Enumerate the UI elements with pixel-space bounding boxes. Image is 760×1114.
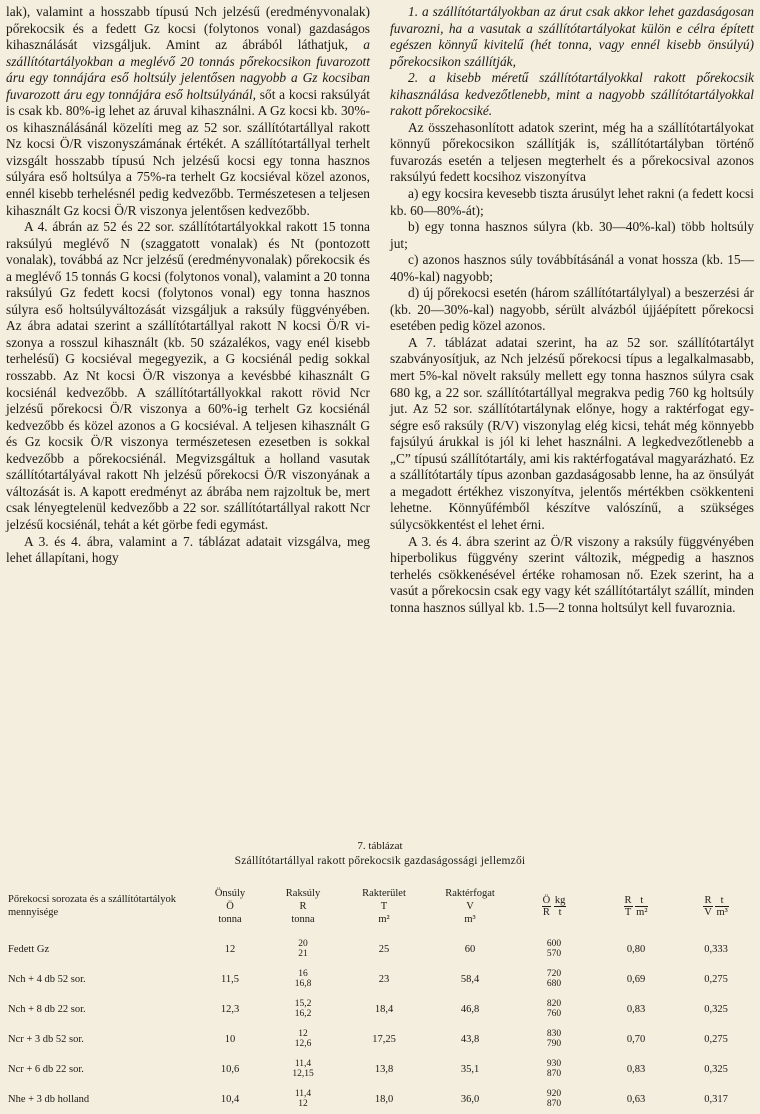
cell-rakterulet xyxy=(340,964,428,994)
raksuly-value-1: 20 xyxy=(298,938,308,949)
cell-raksuly xyxy=(266,934,340,964)
rakterulet-value: 23 xyxy=(378,973,390,985)
row-label: Ncr + 3 db 52 sor. xyxy=(8,1033,84,1045)
raksuly-value-1: 15,2 xyxy=(294,998,312,1009)
rakterulet-value: 18,0 xyxy=(374,1093,394,1105)
cell-raksuly xyxy=(266,1024,340,1054)
cell-onsuly xyxy=(194,934,266,964)
paragraph xyxy=(6,534,370,567)
cell-rakterfogat xyxy=(428,1024,512,1054)
paragraph xyxy=(390,70,754,120)
cell-rakterulet xyxy=(340,934,428,964)
cell-label xyxy=(4,994,194,1024)
cell-rt xyxy=(596,1024,676,1054)
text-segment: A 4. ábrán az 52 és 22 sor. szállítótartályokkal rakott 15 tonna raksúlyú meglévő N (szaggatott vonalak) és Nt (pontozott vonalak), továbbá az Ncr jelzésű (eredményvonalak) pőrekocsik és a meglévő 15 tonnás G kocsi (folytonos vonal), valamint a 20 tonna raksúlyú Gz fedett kocsi (folytonos vonal) egy tonna hasznos súlyra eső holtsúlyváltozását vizsgáljuk a raksúly függvényében. Az ábra adatai szerint a szállítótartállyal rakott N kocsi Ö/R viszonya a rosszul kihasznált (kb. 50 százalékos, vagy enél kisebb terhelésű) G kocsiéval megegyezik, a G kocsiénál pedig sokkal rosszabb. Az Nt kocsi Ö/R viszonya a kevésbbé kihasznált G kocsiénál kedvezőbb. A szállítótartállyokkal rakott rövid Ncr jelzésű pőrekocsi Ö/R viszonya a 60%-ig terhelt Gz kocsiénál kedvezőbb és közel azonos a G kocsiéval. A teljesen kihasznált G és Gz kocsik Ö/R viszonya természetesen ezesetben is sokkal kedvezőbb a pőrekocsiénál. Megvizsgáltuk a holland vasutak szállítótartályával rakott Nh jelzésű pőrekocsi Ö/R viszonyának a változását is. A kapott eredményt az ábrába nem rajzoltuk be, mert csak lényegtelenül kedvezőbb a 22 sor. szállítótartállyal rakott Ncr jelzésű kocsiénál, tehát a két görbe fedi egymást. xyxy=(6,219,370,532)
cell-onsuly xyxy=(194,1024,266,1054)
italic-text-segment: 1. a szállítótartályokban az árut csak akkor lehet gazdaságosan fuvarozni, ha a vasutak a szállítótartályokat külön e célra épített egészen könnyű kivitelű (hét tonna, vagy ennél kisebb önsúlyú) pőrekocsikon szállítják, xyxy=(390,4,754,69)
raksuly-value-2: 21 xyxy=(298,949,308,959)
table-header-row xyxy=(4,878,756,934)
cell-rakterfogat xyxy=(428,964,512,994)
cell-rakterfogat xyxy=(428,994,512,1024)
cell-rakterfogat xyxy=(428,1084,512,1114)
text-columns xyxy=(6,4,754,834)
raksuly-value-2: 12 xyxy=(298,1099,308,1109)
paragraph xyxy=(6,4,370,219)
text-segment: b) egy tonna hasznos súlyra (kb. 30—40%-kal) több holtsúly jut; xyxy=(390,219,754,251)
or-value-2: 870 xyxy=(546,1099,562,1109)
cell-rv xyxy=(676,994,756,1024)
cell-rv xyxy=(676,1024,756,1054)
cell-or xyxy=(512,994,596,1024)
rt-value: 0,83 xyxy=(626,1003,646,1015)
cell-rt xyxy=(596,994,676,1024)
cell-rakterulet xyxy=(340,1024,428,1054)
table-row xyxy=(4,964,756,994)
left-column xyxy=(6,4,370,834)
paragraph xyxy=(6,219,370,533)
italic-text-segment: a szállítótartályokban a meglévő 20 tonnás pőrekocsikon fuvarozott áru egy tonnájára eső holtsúly jelentősen nagyobb a Gz kocsiban fuvarozott áru egy tonnájára eső holtsúlyánál, xyxy=(6,37,370,102)
or-value-2: 680 xyxy=(546,979,562,989)
text-segment: d) új pőrekocsi esetén (három szállítótartálylyal) a beszerzési ár (kb. 20—30%-kal) nagyobb, sérült alvázból újjáépített pőrekocsi esetében pedig közel azonos. xyxy=(390,285,754,334)
onsuly-value: 10 xyxy=(224,1033,236,1045)
cell-or xyxy=(512,1084,596,1114)
cell-or xyxy=(512,934,596,964)
table-title: Szállítótartállyal rakott pőrekocsik gazdaságossági jellemzői xyxy=(234,855,526,867)
cell-rv xyxy=(676,934,756,964)
rakterfogat-value: 58,4 xyxy=(460,973,480,985)
rakterfogat-value: 46,8 xyxy=(460,1003,480,1015)
cell-or xyxy=(512,1024,596,1054)
paragraph xyxy=(390,252,754,285)
cell-rakterulet xyxy=(340,1084,428,1114)
cell-rakterulet xyxy=(340,994,428,1024)
paragraph xyxy=(390,534,754,617)
rakterulet-value: 17,25 xyxy=(372,1033,396,1045)
or-value-1: 720 xyxy=(546,968,562,979)
cell-or xyxy=(512,964,596,994)
rakterulet-value: 13,8 xyxy=(374,1063,394,1075)
or-value-1: 820 xyxy=(546,998,562,1009)
text-segment: A 3. és 4. ábra szerint az Ö/R viszony a raksúly függvényében hiperbolikus függvény szerint változik, mégpedig a hasznos terhelés csökkenésével értéke rohamosan nő. Ezek szerint, ha a vasút a pőrekocsin csak egy vagy két szállítótartályt szállít, minden tonna hasznos súllyal kb. 1.5—2 tonna holtsúlyt kell fuvaroznia. xyxy=(390,533,754,615)
cell-rv xyxy=(676,1054,756,1084)
onsuly-value: 12 xyxy=(224,943,236,955)
onsuly-value: 11,5 xyxy=(221,973,239,985)
or-value-2: 760 xyxy=(546,1009,562,1019)
raksuly-value-2: 16,2 xyxy=(294,1009,312,1019)
italic-text-segment: 2. a kisebb méretű szállítótartályokkal rakott pőrekocsik kihasználása kedvezőtlenebb, mint a nagyobb szállítótartályokkal rakott pőrekocsiké. xyxy=(390,70,754,119)
rakterfogat-value: 60 xyxy=(464,943,476,955)
cell-label xyxy=(4,934,194,964)
onsuly-value: 12,3 xyxy=(220,1003,240,1015)
table-row xyxy=(4,934,756,964)
rakterfogat-value: 35,1 xyxy=(460,1063,480,1075)
raksuly-value-2: 12,15 xyxy=(292,1069,314,1079)
cell-onsuly xyxy=(194,1084,266,1114)
cell-or xyxy=(512,1054,596,1084)
rv-value: 0,275 xyxy=(704,1033,728,1045)
cell-rakterfogat xyxy=(428,1054,512,1084)
table-row xyxy=(4,994,756,1024)
header-rakterfogat: Raktérfogat V m³ xyxy=(445,887,495,925)
raksuly-value-2: 16,8 xyxy=(294,979,312,989)
rt-value: 0,70 xyxy=(626,1033,646,1045)
text-segment: c) azonos hasznos súly továbbításánál a vonat hossza (kb. 15—40%-kal) nagyobb; xyxy=(390,252,754,284)
raksuly-value-1: 11,4 xyxy=(294,1058,312,1069)
rakterfogat-value: 36,0 xyxy=(460,1093,480,1105)
header-rt-ratio: $\frac{R}{T}$ $\frac{t}{\text{m²}}$ xyxy=(624,894,648,918)
cell-raksuly xyxy=(266,964,340,994)
header-label: Pőrekocsi sorozata és a szállítótartályok mennyisége xyxy=(8,894,176,918)
cell-raksuly xyxy=(266,1084,340,1114)
cell-onsuly xyxy=(194,994,266,1024)
cell-rv xyxy=(676,964,756,994)
cell-label xyxy=(4,964,194,994)
raksuly-value-1: 16 xyxy=(298,968,308,979)
right-column xyxy=(390,4,754,834)
table-row xyxy=(4,1024,756,1054)
rv-value: 0,317 xyxy=(704,1093,728,1105)
table-body xyxy=(4,934,756,1114)
rakterulet-value: 18,4 xyxy=(374,1003,394,1015)
rt-value: 0,80 xyxy=(626,943,646,955)
onsuly-value: 10,4 xyxy=(220,1093,240,1105)
rv-value: 0,333 xyxy=(704,943,728,955)
onsuly-value: 10,6 xyxy=(220,1063,240,1075)
raksuly-value-1: 12 xyxy=(298,1028,308,1039)
cell-rakterulet xyxy=(340,1054,428,1084)
header-rakterulet: Rakterület T m² xyxy=(362,887,406,925)
table-row xyxy=(4,1084,756,1114)
text-segment: sőt a kocsi raksúlyát is csak kb. 80%-ig lehet az áruval kihasználni. A Gz kocsi kb. 30%-os kihasználásánál közelíti meg az 52 sor. szállítótartállyal rakott Nz kocsi Ö/R viszonyszámának értékét. A szállítótartállyal terhelt vizsgált hosszabb típusú Nch jelzésű kocsi egy tonna hasznos súlyára eső holtsúlya a 75%-ra terhelt Gz kocsiéval közel azonos, ennél kisebb terhelésnél pedig kedvezőbb. Természetesen a teljesen kihasznált Gz kocsi Ö/R viszonya jelentősen kedvezőbb. xyxy=(6,86,370,218)
table-number: 7. táblázat xyxy=(357,840,403,852)
row-label: Nch + 8 db 22 sor. xyxy=(8,1003,86,1015)
row-label: Nch + 4 db 52 sor. xyxy=(8,973,86,985)
rv-value: 0,275 xyxy=(704,973,728,985)
row-label: Ncr + 6 db 22 sor. xyxy=(8,1063,84,1075)
paragraph xyxy=(390,335,754,534)
text-segment: A 3. és 4. ábra, valamint a 7. táblázat adatait vizsgálva, meg lehet állapítani, hogy xyxy=(6,533,370,566)
row-label: Nhe + 3 db holland xyxy=(8,1093,90,1105)
cell-onsuly xyxy=(194,1054,266,1084)
paragraph xyxy=(390,186,754,219)
paragraph xyxy=(390,285,754,335)
paragraph xyxy=(390,120,754,186)
cell-rakterfogat xyxy=(428,934,512,964)
or-value-1: 600 xyxy=(546,938,562,949)
text-segment: Az összehasonlított adatok szerint, még ha a szállítótartályokat könnyű pőrekocsikon szállítják is, szállítótartályban történő fuvarozás esetén a teljesen megterhelt és a pőrekocsival azonos raksúlyú fedett kocsihoz viszonyítva xyxy=(390,119,754,185)
rakterulet-value: 25 xyxy=(378,943,390,955)
paragraph xyxy=(390,4,754,70)
or-value-2: 570 xyxy=(546,949,562,959)
rt-value: 0,83 xyxy=(626,1063,646,1075)
or-value-2: 790 xyxy=(546,1039,562,1049)
cell-raksuly xyxy=(266,994,340,1024)
header-or-ratio: $\frac{Ö}{R}$ $\frac{kg}{t}$ xyxy=(542,894,566,918)
or-value-1: 830 xyxy=(546,1028,562,1039)
rv-value: 0,325 xyxy=(704,1063,728,1075)
raksuly-value-1: 11,4 xyxy=(294,1088,312,1099)
cell-rv xyxy=(676,1084,756,1114)
or-value-1: 920 xyxy=(546,1088,562,1099)
raksuly-value-2: 12,6 xyxy=(294,1039,312,1049)
header-raksuly: Raksúly R tonna xyxy=(285,887,321,925)
cell-label xyxy=(4,1054,194,1084)
or-value-1: 930 xyxy=(546,1058,562,1069)
text-segment: A 7. táblázat adatai szerint, ha az 52 sor. szállítótartályt szabványosítjuk, az Nch jelzésű pőrekocsi típus a legalkalmasabb, mert 5%-kal növelt raksúly mellett egy tonna hasznos súlyra csak 680 kg, a 22 sor. szállítótartállyal megrakva pedig 760 kg holtsúly jut. Az 52 sor. szállítótartálynak előnye, hogy a raktérfogat egységre eső raksúly (R/V) viszonylag elég kicsi, tehát még könnyebb fajsúlyú árukkal is jól ki lehet használni. A legkedvezőtlenebb a „C” típusú szállítótartály, ami kis raktérfogatával magyarázható. Ez a szállítótartály típus azonban gazdaságosabb lenne, ha az önsúlyát a megadott értékhez viszonyítva, jelentős mértékben csökkenteni lehetne. Könnyűfémből készítve valószínű, a szükséges súlycsökkentést el lehet érni. xyxy=(390,334,754,532)
cell-raksuly xyxy=(266,1054,340,1084)
rakterfogat-value: 43,8 xyxy=(460,1033,480,1045)
row-label: Fedett Gz xyxy=(8,943,50,955)
rt-value: 0,63 xyxy=(626,1093,646,1105)
data-table xyxy=(4,878,756,1114)
cell-onsuly xyxy=(194,964,266,994)
text-segment: a) egy kocsira kevesebb tiszta árusúlyt lehet rakni (a fedett kocsi kb. 60—80%-át); xyxy=(390,186,754,218)
cell-rt xyxy=(596,964,676,994)
rt-value: 0,69 xyxy=(626,973,646,985)
rv-value: 0,325 xyxy=(704,1003,728,1015)
header-rv-ratio: $\frac{R}{V}$ $\frac{t}{\text{m³}}$ xyxy=(704,894,728,918)
header-onsuly: Önsúly Ö tonna xyxy=(214,887,246,925)
cell-rt xyxy=(596,1054,676,1084)
paragraph xyxy=(390,219,754,252)
cell-rt xyxy=(596,934,676,964)
table-row xyxy=(4,1054,756,1084)
cell-label xyxy=(4,1084,194,1114)
or-value-2: 870 xyxy=(546,1069,562,1079)
cell-rt xyxy=(596,1084,676,1114)
cell-label xyxy=(4,1024,194,1054)
text-segment: lak), valamint a hosszabb típusú Nch jelzésű (eredményvonalak) pőrekocsik és a fedett Gz kocsi (folytonos vonal) gazdaságos kihasználását vizsgáljuk. Amint az ábrából láthatjuk, xyxy=(6,4,370,53)
